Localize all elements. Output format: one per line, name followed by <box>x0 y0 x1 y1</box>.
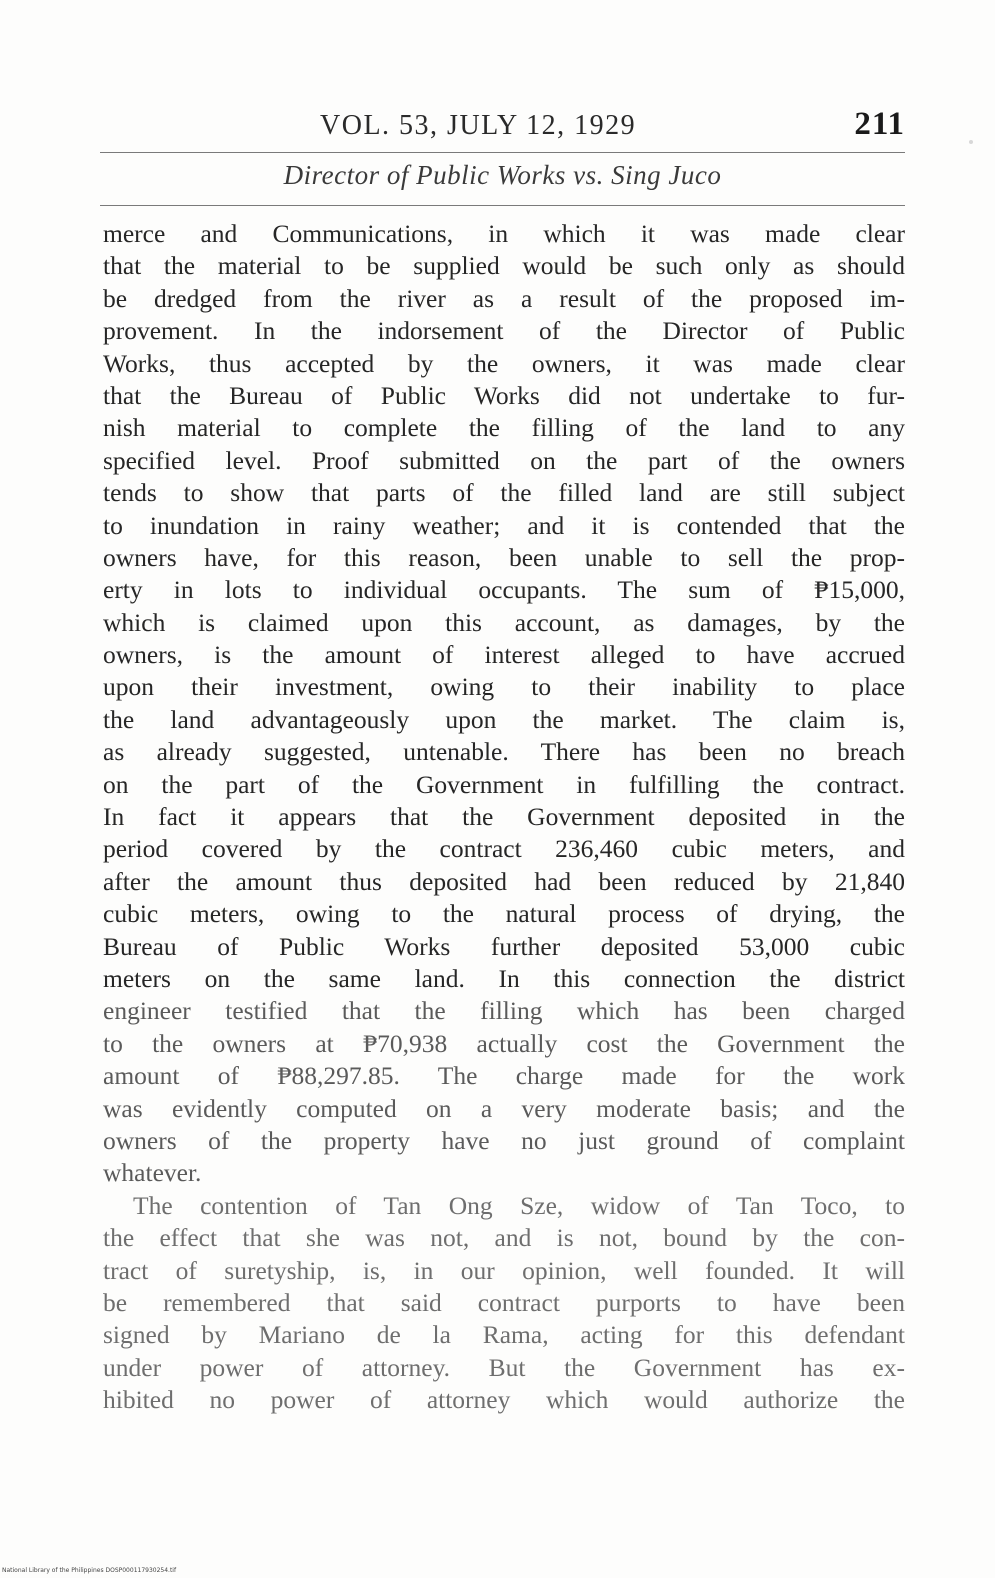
volume-date: VOL. 53, JULY 12, 1929 <box>320 110 637 141</box>
text-line: amount of ₱88,297.85. The charge made for the work <box>103 1061 905 1091</box>
text-line: specified level. Proof submitted on the part of the owners <box>103 445 905 475</box>
text-line: engineer testified that the filling which has been charged <box>103 996 905 1026</box>
header-rule-top <box>100 152 905 153</box>
text-line: cubic meters, owing to the natural process of drying, the <box>103 899 905 929</box>
text-line: hibited no power of attorney which would authorize the <box>103 1385 905 1415</box>
header-rule-bottom <box>100 205 905 206</box>
scan-smudge <box>969 140 973 144</box>
text-line: after the amount thus deposited had been reduced by 21,840 <box>103 866 905 896</box>
text-line: Works, thus accepted by the owners, it was made clear <box>103 348 905 378</box>
text-line: owners have, for this reason, been unable to sell the prop- <box>103 542 905 572</box>
text-line: be dredged from the river as a result of the proposed im- <box>103 283 905 313</box>
text-line: was evidently computed on a very moderate basis; and the <box>103 1093 905 1123</box>
text-line: signed by Mariano de la Rama, acting for this defendant <box>103 1320 905 1350</box>
page-number: 211 <box>854 106 905 142</box>
text-line: Bureau of Public Works further deposited 53,000 cubic <box>103 931 905 961</box>
body-text <box>103 218 905 1416</box>
running-head <box>100 104 905 148</box>
text-line: be remembered that said contract purports to have been <box>103 1287 905 1317</box>
text-line: provement. In the indorsement of the Director of Public <box>103 316 905 346</box>
text-line: that the material to be supplied would be such only as should <box>103 251 905 281</box>
text-line: the land advantageously upon the market. The claim is, <box>103 704 905 734</box>
text-line: merce and Communications, in which it was made clear <box>103 219 905 248</box>
text-line: to the owners at ₱70,938 actually cost the Government the <box>103 1028 905 1058</box>
text-line: whatever. <box>103 1158 202 1188</box>
text-line: The contention of Tan Ong Sze, widow of Tan Toco, to <box>133 1190 905 1220</box>
text-line: meters on the same land. In this connection the district <box>103 963 905 993</box>
scan-credit: National Library of the Philippines DOSP000117930254.tif <box>2 1567 177 1574</box>
text-line: period covered by the contract 236,460 cubic meters, and <box>103 834 905 864</box>
text-line: the effect that she was not, and is not, bound by the con- <box>103 1223 905 1253</box>
text-line: tract of suretyship, is, in our opinion, well founded. It will <box>103 1255 905 1285</box>
text-line: upon their investment, owing to their inability to place <box>103 672 905 702</box>
text-line: under power of attorney. But the Government has ex- <box>103 1352 905 1382</box>
text-line: as already suggested, untenable. There has been no breach <box>103 737 905 767</box>
text-line: erty in lots to individual occupants. The sum of ₱15,000, <box>103 575 905 605</box>
text-line: In fact it appears that the Government deposited in the <box>103 802 905 832</box>
text-line: owners, is the amount of interest alleged to have accrued <box>103 640 905 670</box>
text-line: nish material to complete the filling of the land to any <box>103 413 905 443</box>
case-title: Director of Public Works vs. Sing Juco <box>283 160 722 190</box>
text-line: tends to show that parts of the filled land are still subject <box>103 478 905 508</box>
text-line: which is claimed upon this account, as damages, by the <box>103 607 905 637</box>
text-line: to inundation in rainy weather; and it is contended that the <box>103 510 905 540</box>
text-line: on the part of the Government in fulfilling the contract. <box>103 769 905 799</box>
text-line: owners of the property have no just ground of complaint <box>103 1125 905 1155</box>
text-line: that the Bureau of Public Works did not undertake to fur- <box>103 380 905 410</box>
